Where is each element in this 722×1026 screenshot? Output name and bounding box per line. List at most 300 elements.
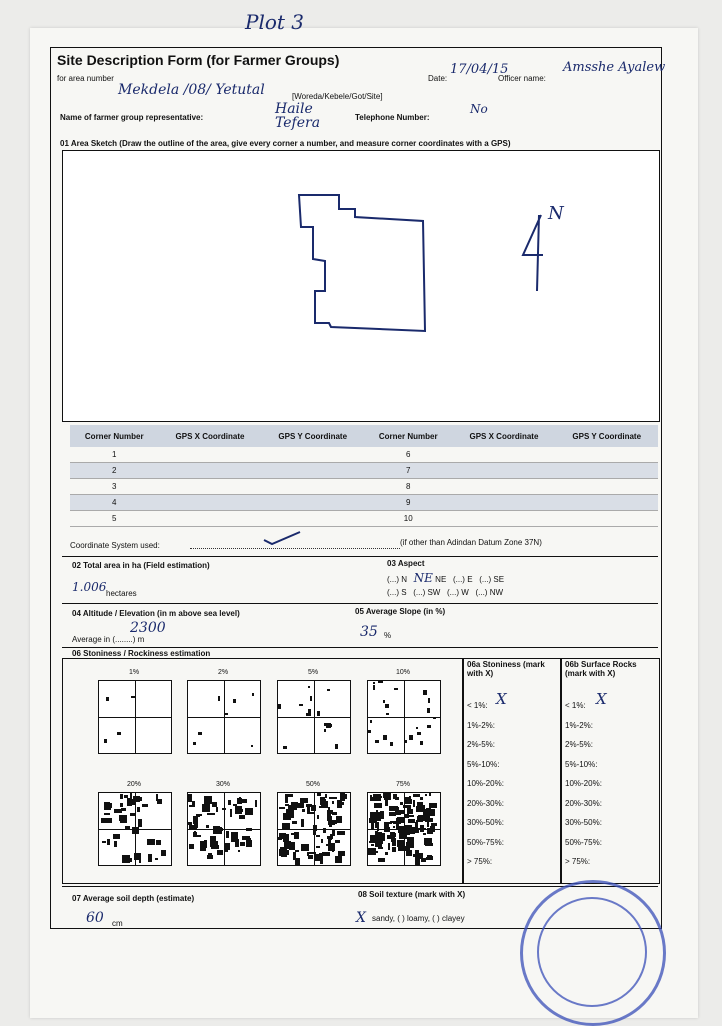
grid-percent-label: 1%	[128, 669, 140, 676]
stone-mark	[368, 848, 376, 855]
stone-mark	[389, 806, 397, 808]
stone-mark	[246, 840, 252, 847]
stone-mark	[316, 846, 320, 848]
stone-mark	[375, 820, 377, 823]
stone-mark	[398, 845, 405, 851]
stone-mark	[370, 720, 372, 723]
stone-mark	[300, 798, 308, 803]
corner-cell: 2	[70, 463, 159, 479]
gps-cell[interactable]	[452, 479, 555, 495]
stone-mark	[207, 813, 215, 815]
stone-mark	[393, 821, 401, 824]
stone-mark	[104, 813, 110, 815]
area-suffix: [Woreda/Kebele/Got/Site]	[292, 92, 383, 101]
stone-mark	[246, 828, 252, 831]
corner-cell: 8	[364, 479, 453, 495]
stone-mark	[326, 844, 333, 846]
stone-mark	[222, 808, 226, 810]
stone-mark	[114, 809, 122, 813]
stone-mark	[102, 841, 106, 843]
corner-cell: 4	[70, 495, 159, 511]
stone-mark	[371, 844, 374, 846]
gps-cell[interactable]	[555, 511, 658, 527]
stone-mark	[206, 825, 209, 828]
stone-mark	[425, 794, 427, 796]
stone-mark	[313, 829, 316, 835]
stone-mark	[383, 735, 387, 740]
stone-mark	[307, 812, 314, 814]
stone-mark	[137, 807, 140, 812]
altitude-value: 2300	[130, 620, 166, 636]
stone-mark	[384, 793, 391, 800]
stone-mark	[106, 697, 109, 701]
col-gps-y-2: GPS Y Coordinate	[555, 425, 658, 447]
stone-mark	[392, 838, 396, 846]
stone-mark	[196, 814, 202, 816]
aspect-w[interactable]: (...) W	[447, 588, 469, 597]
slope-value: 35	[360, 624, 378, 640]
officer-label: Officer name:	[498, 74, 546, 83]
stone-mark	[310, 696, 312, 701]
stone-mark	[417, 802, 423, 809]
stone-mark	[317, 793, 321, 796]
stoniness-sample-grid	[98, 792, 172, 866]
field-outline-drawing	[63, 151, 659, 421]
stone-mark	[417, 732, 421, 735]
aspect-se[interactable]: (...) SE	[479, 575, 505, 584]
aspect-n[interactable]: (...) N	[387, 575, 407, 584]
stoniness-sample-grid	[277, 792, 351, 866]
stone-mark	[420, 741, 423, 745]
stone-mark	[299, 704, 303, 706]
stone-mark	[210, 836, 216, 844]
stone-mark	[373, 685, 375, 690]
stone-mark	[132, 827, 139, 834]
stone-mark	[371, 823, 374, 830]
stone-mark	[286, 809, 294, 816]
soil-texture-mark: X	[356, 910, 366, 926]
official-stamp	[520, 880, 666, 1026]
stone-mark	[399, 811, 404, 814]
gps-cell[interactable]	[159, 447, 262, 463]
stone-mark	[335, 856, 342, 863]
stoniness-sample-grid	[98, 680, 172, 754]
stone-mark	[327, 836, 333, 839]
aspect-nw[interactable]: (...) NW	[475, 588, 504, 597]
stone-mark	[404, 740, 407, 743]
stone-mark	[142, 804, 148, 807]
stone-mark	[430, 826, 435, 832]
stone-mark	[427, 725, 431, 728]
stone-mark	[433, 717, 436, 719]
stoniness-row[interactable]: 2%-5%:	[467, 740, 496, 749]
stone-mark	[156, 840, 161, 845]
stone-mark	[394, 688, 398, 690]
stone-mark	[241, 799, 247, 803]
stone-mark	[423, 690, 427, 695]
corner-cell: 3	[70, 479, 159, 495]
stone-mark	[218, 696, 220, 701]
altitude-label: 04 Altitude / Elevation (in m above sea level)	[72, 609, 240, 618]
gps-cell[interactable]	[261, 479, 364, 495]
stone-mark	[198, 732, 202, 735]
surface-rocks-row[interactable]: 5%-10%:	[565, 759, 598, 769]
stone-mark	[238, 850, 240, 852]
stone-mark	[368, 730, 371, 733]
stone-mark	[200, 845, 206, 851]
stone-mark	[327, 689, 330, 691]
stone-mark	[325, 794, 327, 798]
stone-mark	[228, 800, 231, 805]
stone-mark	[278, 704, 281, 709]
surface-rocks-row[interactable]: 10%-20%:	[565, 779, 602, 788]
stone-mark	[282, 823, 290, 830]
stone-mark	[403, 817, 405, 822]
stone-mark	[107, 839, 110, 845]
stone-mark	[426, 817, 429, 820]
area-value: 1.006	[72, 580, 107, 594]
corner-cell: 7	[364, 463, 453, 479]
gps-cell[interactable]	[261, 447, 364, 463]
stone-mark	[378, 832, 381, 839]
corner-cell: 1	[70, 447, 159, 463]
aspect-sw[interactable]: (...) SW	[413, 588, 441, 597]
stone-mark	[392, 809, 398, 811]
soil-depth-value: 60	[86, 910, 104, 926]
stone-mark	[388, 843, 390, 850]
stone-mark	[315, 854, 320, 861]
stone-mark	[239, 815, 245, 819]
date-label: Date:	[428, 74, 448, 83]
stone-mark	[216, 807, 218, 812]
stoniness-col-a	[462, 658, 562, 884]
stone-mark	[294, 802, 298, 807]
stone-mark	[217, 850, 223, 855]
stone-mark	[337, 802, 344, 805]
date-value: 17/04/15	[450, 62, 509, 77]
stone-mark	[138, 819, 142, 827]
col-gps-x: GPS X Coordinate	[159, 425, 262, 447]
stone-mark	[193, 835, 201, 837]
surface-rocks-row[interactable]: 20%-30%:	[565, 798, 602, 808]
coord-system-label: Coordinate System used:	[70, 541, 160, 550]
stone-mark	[212, 802, 217, 807]
stoniness-row[interactable]: 30%-50%:	[467, 818, 504, 827]
plot-label: Plot 3	[245, 10, 305, 34]
stone-mark	[104, 739, 107, 743]
stone-mark	[189, 844, 194, 849]
stoniness-row[interactable]: 5%-10%:	[467, 759, 500, 769]
divider	[62, 556, 658, 557]
surface-rocks-row[interactable]: 50%-75%:	[565, 837, 602, 847]
slope-label: 05 Average Slope (in %)	[355, 607, 446, 616]
phone-value: No	[470, 102, 488, 116]
stone-mark	[130, 813, 135, 816]
surface-rocks-row[interactable]: 1%-2%:	[565, 720, 594, 730]
aspect-ne[interactable]: NE	[435, 575, 447, 584]
stone-mark	[383, 700, 385, 703]
stone-mark	[417, 816, 425, 821]
col-gps-x-2: GPS X Coordinate	[452, 425, 555, 447]
stone-mark	[427, 708, 430, 713]
stone-mark	[301, 819, 304, 827]
stone-mark	[404, 799, 412, 804]
stone-mark	[148, 854, 152, 862]
gps-cell[interactable]	[555, 463, 658, 479]
stone-mark	[344, 794, 347, 799]
corner-cell: 6	[364, 447, 453, 463]
stoniness-row[interactable]: 20%-30%:	[467, 798, 504, 808]
stone-mark	[329, 797, 337, 799]
stone-mark	[308, 855, 313, 859]
aspect-label: 03 Aspect	[387, 559, 425, 568]
gps-cell[interactable]	[159, 463, 262, 479]
surface-rocks-mark: X	[596, 690, 607, 708]
stoniness-sample-grid	[187, 680, 261, 754]
gps-cell[interactable]	[159, 495, 262, 511]
stoniness-row[interactable]: > 75%:	[467, 857, 493, 866]
stoniness-row[interactable]: 10%-20%:	[467, 779, 504, 788]
stone-mark	[413, 800, 415, 807]
stone-mark	[224, 713, 228, 715]
stone-mark	[324, 729, 326, 732]
stone-mark	[409, 815, 414, 817]
stone-mark	[378, 858, 385, 862]
surface-rocks-row[interactable]: > 75%:	[565, 857, 591, 866]
stone-mark	[134, 853, 141, 860]
sketch-title: 01 Area Sketch (Draw the outline of the area, give every corner a number, and measure corner coordinates with a GPS)	[60, 139, 511, 148]
stone-mark	[161, 850, 166, 856]
gps-cell[interactable]	[159, 479, 262, 495]
stoniness-row[interactable]: 1%-2%:	[467, 720, 496, 730]
stone-mark	[395, 797, 399, 800]
stone-mark	[385, 704, 389, 708]
stone-mark	[131, 696, 135, 698]
stone-mark	[378, 804, 380, 807]
stone-mark	[307, 804, 310, 812]
grid-percent-label: 2%	[217, 669, 229, 676]
stone-mark	[410, 827, 415, 834]
stone-mark	[392, 847, 396, 852]
stone-mark	[117, 732, 121, 735]
stone-mark	[155, 858, 158, 860]
stone-mark	[204, 796, 212, 804]
stone-mark	[375, 825, 379, 828]
stone-mark	[416, 727, 418, 729]
soil-texture-options: sandy, ( ) loamy, ( ) clayey	[372, 914, 465, 923]
stone-mark	[406, 850, 412, 856]
col-corner-number: Corner Number	[70, 425, 159, 447]
gps-cell[interactable]	[452, 463, 555, 479]
col-gps-y: GPS Y Coordinate	[261, 425, 364, 447]
gps-cell[interactable]	[452, 511, 555, 527]
table-row	[70, 463, 658, 479]
stone-mark	[415, 850, 419, 855]
divider	[62, 647, 658, 648]
stone-mark	[337, 831, 345, 835]
stone-mark	[317, 815, 319, 819]
corner-cell: 10	[364, 511, 453, 527]
surface-rocks-col-b	[560, 658, 660, 884]
aspect-options	[387, 572, 577, 599]
stone-mark	[224, 846, 228, 852]
stone-mark	[332, 829, 335, 836]
stone-mark	[120, 803, 123, 807]
for-area-label: for area number	[57, 74, 114, 83]
stone-mark	[428, 698, 430, 703]
stone-mark	[285, 797, 288, 803]
stone-mark	[283, 746, 287, 749]
stone-mark	[194, 825, 197, 830]
surface-rocks-row[interactable]: < 1%:	[565, 701, 586, 710]
stone-mark	[104, 806, 111, 810]
coord-system-field[interactable]	[190, 548, 400, 549]
soil-texture-label: 08 Soil texture (mark with X)	[358, 890, 466, 899]
grid-percent-label: 50%	[305, 781, 320, 788]
stone-mark	[156, 794, 158, 801]
stone-mark	[400, 802, 403, 805]
table-row	[70, 447, 658, 463]
stone-mark	[420, 825, 424, 832]
stone-mark	[119, 815, 127, 821]
gps-cell[interactable]	[555, 479, 658, 495]
stone-mark	[147, 839, 155, 845]
soil-depth-unit: cm	[112, 919, 123, 928]
slope-unit: %	[384, 631, 392, 640]
rep-value: Haile Tefera	[275, 101, 321, 131]
gps-cell[interactable]	[261, 511, 364, 527]
gps-cell[interactable]	[555, 447, 658, 463]
stone-mark	[429, 793, 431, 796]
stone-mark	[308, 686, 310, 688]
stone-mark	[409, 735, 413, 740]
stone-mark	[122, 857, 124, 861]
stone-mark	[319, 806, 327, 808]
grid-percent-label: 20%	[126, 781, 141, 788]
stoniness-sample-grid	[277, 680, 351, 754]
stone-mark	[192, 801, 195, 806]
stoniness-sample-grid	[367, 792, 441, 866]
stone-mark	[329, 825, 332, 827]
stone-mark	[130, 858, 132, 862]
surface-rocks-row[interactable]: 2%-5%:	[565, 740, 594, 749]
stone-mark	[208, 853, 212, 856]
stone-mark	[130, 793, 132, 798]
stone-mark	[114, 841, 117, 847]
stone-mark	[120, 794, 123, 799]
col-corner-number-2: Corner Number	[364, 425, 453, 447]
check-mark	[262, 530, 302, 546]
grid-percent-label: 30%	[215, 781, 230, 788]
stone-mark	[335, 840, 340, 843]
table-row	[70, 495, 658, 511]
corner-cell: 9	[364, 495, 453, 511]
stone-mark	[292, 821, 297, 824]
stone-mark	[373, 682, 375, 684]
stone-mark	[245, 808, 253, 815]
stone-mark	[326, 723, 331, 728]
stone-mark	[385, 800, 388, 806]
stoniness-sample-grid	[187, 792, 261, 866]
for-area-value: Mekdela /08/ Yetutal	[118, 82, 265, 98]
stone-mark	[233, 699, 236, 703]
stone-mark	[328, 807, 330, 814]
stone-mark	[407, 837, 414, 843]
stone-mark	[316, 835, 320, 837]
gps-cell[interactable]	[261, 495, 364, 511]
surface-rocks-row[interactable]: 30%-50%:	[565, 818, 602, 827]
gps-cell[interactable]	[261, 463, 364, 479]
stoniness-row[interactable]: 50%-75%:	[467, 837, 504, 847]
stone-mark	[308, 709, 311, 714]
stone-mark	[213, 826, 220, 834]
gps-cell[interactable]	[452, 495, 555, 511]
stone-mark	[413, 794, 420, 797]
stone-mark	[233, 804, 237, 806]
stone-mark	[320, 797, 325, 805]
rep-label: Name of farmer group representative:	[60, 113, 204, 122]
phone-label: Telephone Number:	[355, 113, 430, 122]
stone-mark	[420, 797, 423, 800]
corner-cell: 5	[70, 511, 159, 527]
stone-mark	[320, 856, 323, 864]
grid-percent-label: 75%	[395, 781, 410, 788]
north-mark: N	[548, 203, 564, 224]
stone-mark	[378, 681, 383, 683]
stoniness-sample-grid	[367, 680, 441, 754]
stone-mark	[322, 852, 330, 856]
stoniness-row[interactable]: < 1%:	[467, 701, 488, 710]
stone-mark	[226, 831, 229, 838]
stoniness-mark: X	[496, 690, 507, 708]
stone-mark	[235, 806, 242, 814]
stone-mark	[235, 839, 239, 847]
aspect-s[interactable]: (...) S	[387, 588, 407, 597]
stone-mark	[251, 745, 253, 747]
stone-mark	[384, 822, 392, 824]
aspect-e[interactable]: (...) E	[452, 575, 473, 584]
altitude-avg-label: Average in (........) m	[72, 635, 145, 644]
stone-mark	[407, 805, 411, 810]
stone-mark	[375, 740, 379, 743]
stone-mark	[370, 797, 378, 801]
stone-mark	[386, 713, 389, 715]
gps-cell[interactable]	[159, 511, 262, 527]
stone-mark	[308, 852, 316, 854]
stone-mark	[415, 857, 420, 861]
stone-mark	[230, 809, 232, 817]
stone-mark	[426, 857, 433, 860]
stone-mark	[389, 808, 392, 811]
stone-mark	[279, 807, 285, 809]
coord-system-note: (if other than Adindan Datum Zone 37N)	[400, 538, 542, 547]
table-row	[70, 511, 658, 527]
coordinates-table	[70, 425, 658, 527]
soil-depth-label: 07 Average soil depth (estimate)	[72, 894, 195, 903]
stone-mark	[390, 832, 395, 839]
aspect-selected-mark: NE	[413, 571, 433, 585]
stone-mark	[385, 852, 388, 855]
stone-mark	[311, 805, 316, 811]
gps-cell[interactable]	[452, 447, 555, 463]
stone-mark	[323, 828, 326, 833]
stone-mark	[252, 693, 254, 696]
stone-mark	[424, 838, 432, 845]
stone-mark	[279, 849, 287, 854]
stone-mark	[408, 819, 415, 823]
gps-cell[interactable]	[555, 495, 658, 511]
stone-mark	[286, 842, 294, 848]
